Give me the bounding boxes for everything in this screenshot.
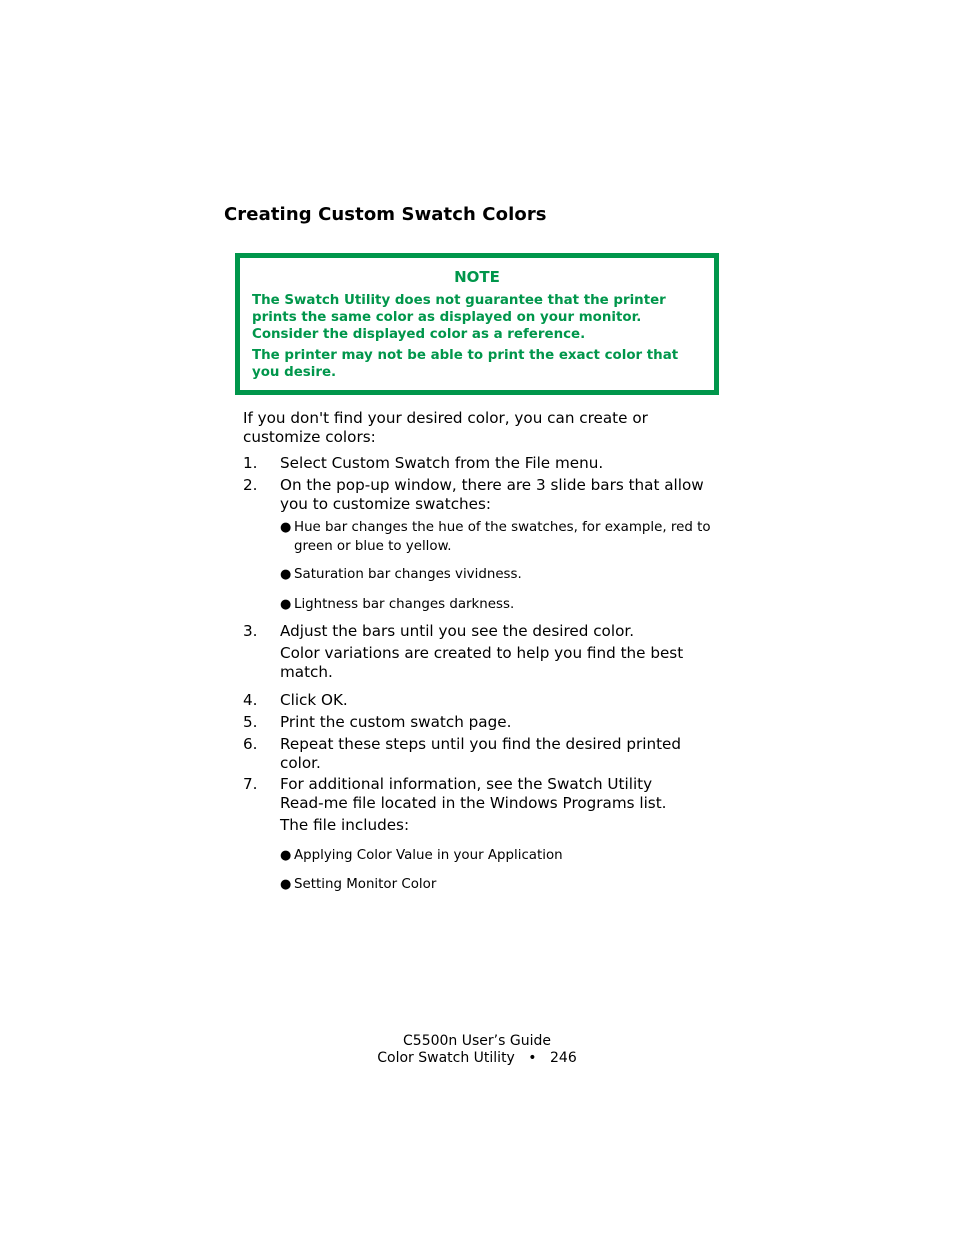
bullet-text: Saturation bar changes vividness.: [294, 567, 522, 582]
step-number: 7.: [243, 775, 258, 793]
step-text: Select Custom Swatch from the File menu.: [280, 454, 604, 472]
section-heading: Creating Custom Swatch Colors: [224, 204, 547, 225]
note-title: NOTE: [454, 268, 500, 286]
step-text: Adjust the bars until you see the desired color.: [280, 622, 635, 640]
step-text: For additional information, see the Swatch Utility Read-me file located in the Windows Programs list.: [280, 775, 667, 812]
bullet-text: Setting Monitor Color: [294, 877, 437, 892]
bullet-icon: ●: [280, 848, 292, 863]
bullet-icon: ●: [280, 877, 292, 892]
step-number: 5.: [243, 713, 258, 731]
bullet-icon: ●: [280, 597, 292, 612]
step-note: Color variations are created to help you find the best match.: [280, 644, 684, 681]
bullet-text: Lightness bar changes darkness.: [294, 597, 515, 612]
note-paragraph-1: The Swatch Utility does not guarantee that the printer prints the same color as displayed on your monitor. Consider the displayed color as a reference.: [252, 293, 666, 342]
step-number: 6.: [243, 735, 258, 753]
step-text: Print the custom swatch page.: [280, 713, 512, 731]
note-box: [235, 253, 719, 395]
step-number: 4.: [243, 691, 258, 709]
bullet-icon: ●: [280, 567, 292, 582]
bullet-text: Applying Color Value in your Application: [294, 848, 563, 863]
step-text: On the pop-up window, there are 3 slide bars that allow you to customize swatches:: [280, 476, 704, 513]
step-text: Click OK.: [280, 691, 348, 709]
footer-guide-title: C5500n User’s Guide: [403, 1033, 551, 1049]
step-text: Repeat these steps until you find the desired printed color.: [280, 735, 682, 772]
intro-paragraph: If you don't find your desired color, you can create or customize colors:: [243, 409, 648, 446]
step-number: 2.: [243, 476, 258, 494]
page-number: 246: [550, 1050, 577, 1066]
step-number: 3.: [243, 622, 258, 640]
bullet-text: Hue bar changes the hue of the swatches, for example, red to green or blue to yellow.: [294, 520, 711, 554]
footer-section-line: [0, 1050, 954, 1068]
step-note: The file includes:: [280, 816, 410, 834]
footer-separator: •: [528, 1050, 537, 1066]
step-number: 1.: [243, 454, 258, 472]
note-paragraph-2: The printer may not be able to print the exact color that you desire.: [252, 348, 679, 380]
bullet-icon: ●: [280, 520, 292, 535]
footer-section-name: Color Swatch Utility: [377, 1050, 515, 1066]
